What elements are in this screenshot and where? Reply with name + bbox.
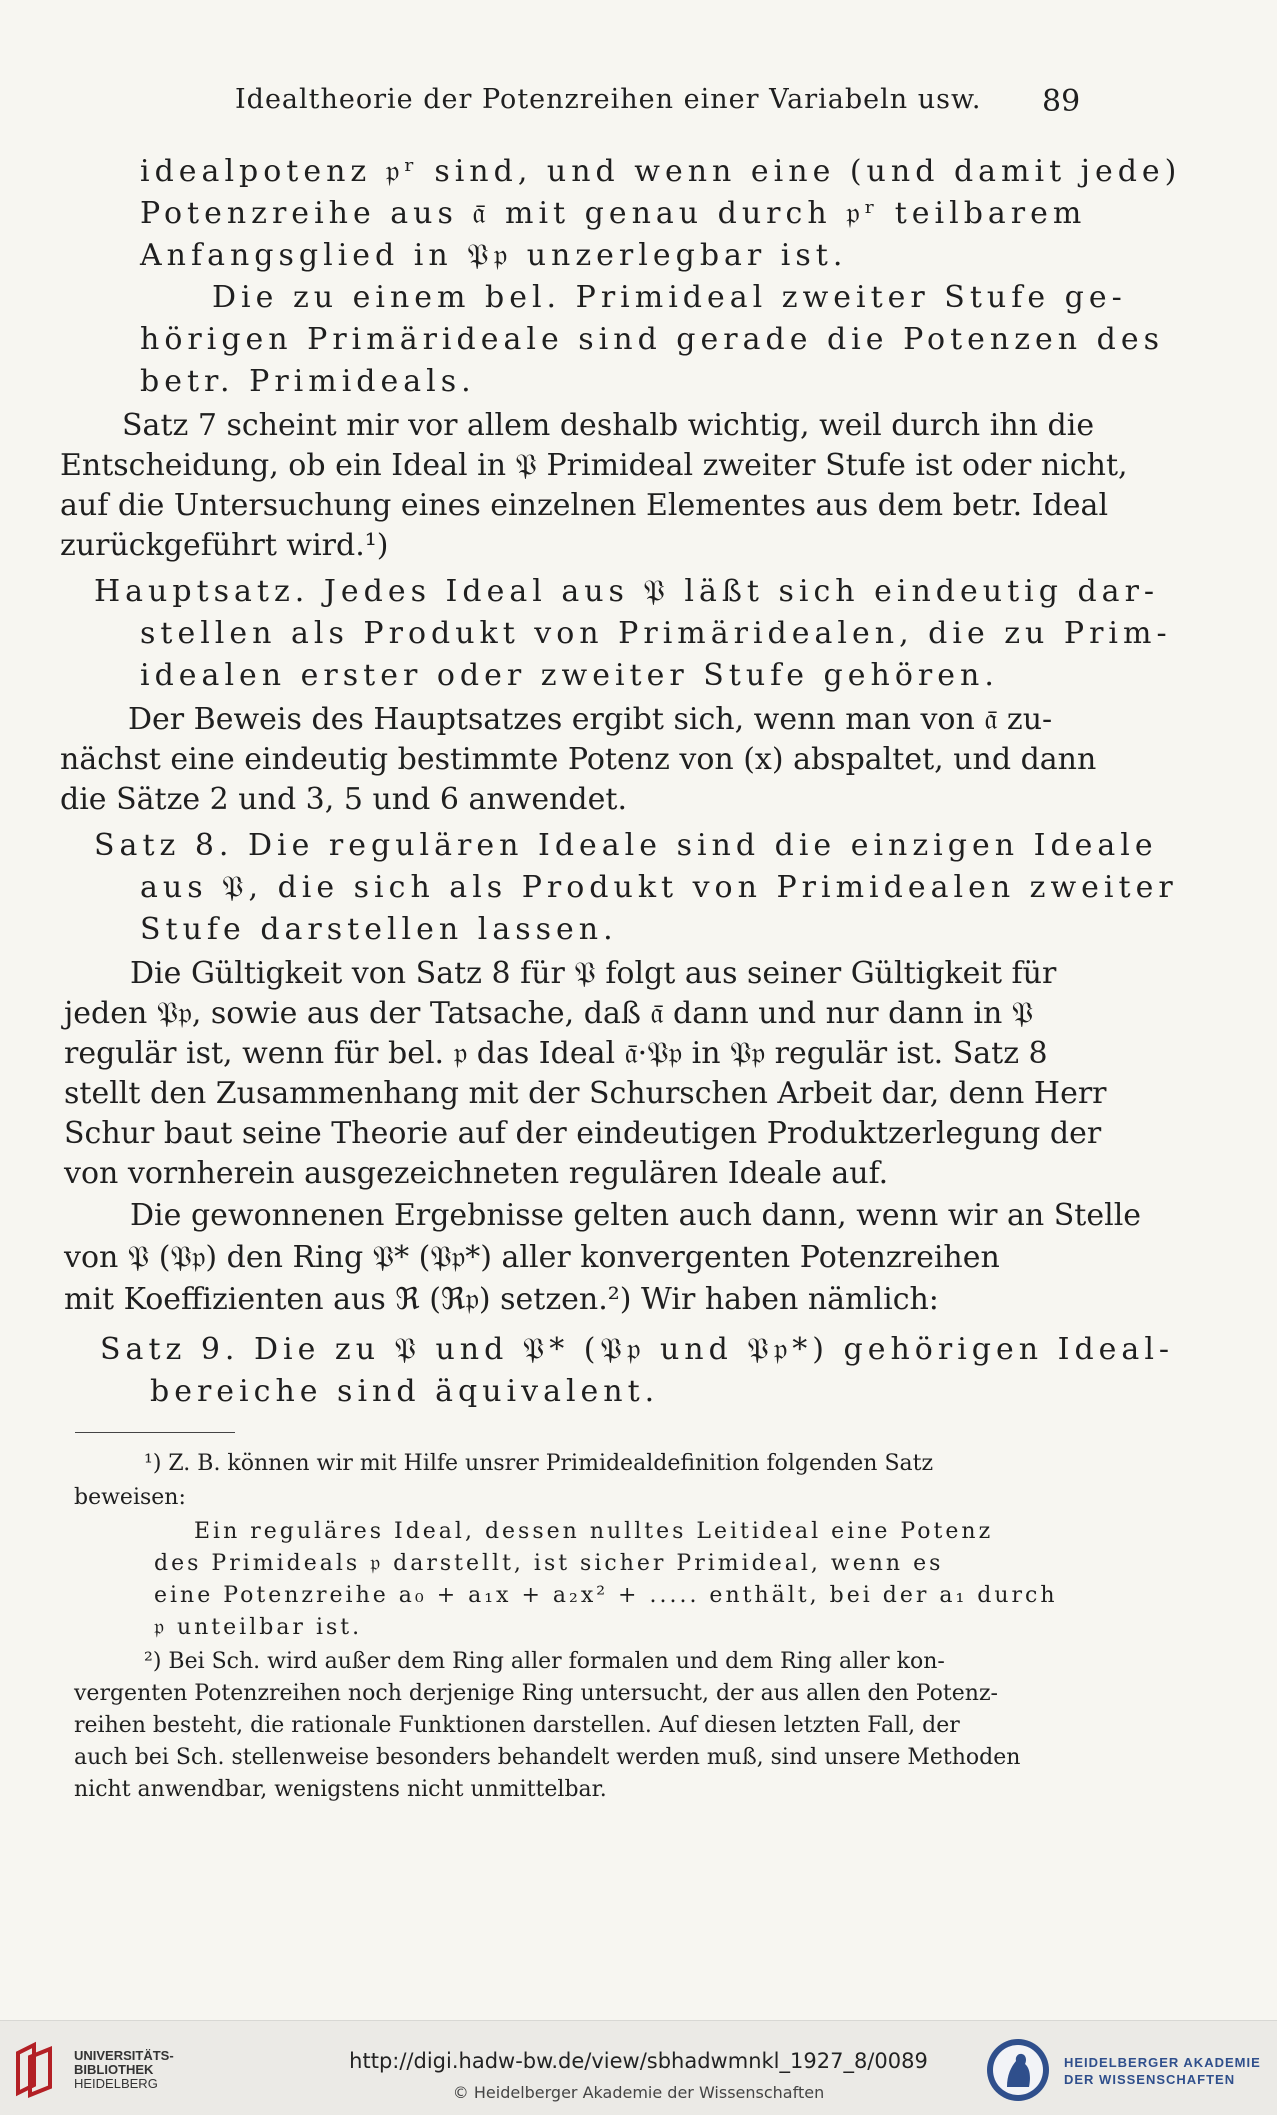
footnote-line: nicht anwendbar, wenigstens nicht unmittelbar. <box>74 1777 607 1802</box>
text-line: Potenzreihe aus 𝔞̄ mit genau durch 𝔭ʳ teilbarem <box>140 196 1087 231</box>
text-line: auf die Untersuchung eines einzelnen Elementes aus dem betr. Ideal <box>60 488 1109 523</box>
footnote-line: 𝔭 unteilbar ist. <box>154 1615 363 1640</box>
text-line: betr. Primideals. <box>140 364 476 399</box>
theorem-line: aus 𝔓, die sich als Produkt von Primidealen zweiter <box>140 870 1178 905</box>
copyright-notice: © Heidelberger Akademie der Wissenschaften <box>452 2083 825 2102</box>
theorem-line: Hauptsatz. Jedes Ideal aus 𝔓 läßt sich eindeutig dar- <box>94 574 1160 609</box>
text-line: von vornherein ausgezeichneten regulären Ideale auf. <box>64 1156 889 1191</box>
theorem-line: idealen erster oder zweiter Stufe gehören. <box>140 658 999 693</box>
text-line: nächst eine eindeutig bestimmte Potenz von (x) abspaltet, und dann <box>60 742 1097 777</box>
text-line: Die gewonnenen Ergebnisse gelten auch dann, wenn wir an Stelle <box>130 1198 1142 1233</box>
text-line: von 𝔓 (𝔓𝔭) den Ring 𝔓* (𝔓𝔭*) aller konvergenten Potenzreihen <box>64 1240 1000 1275</box>
footnote-line: eine Potenzreihe a₀ + a₁x + a₂x² + ..... enthält, bei der a₁ durch <box>154 1583 1058 1608</box>
footnote-line: reihen besteht, die rationale Funktionen darstellen. Auf diesen letzten Fall, der <box>74 1713 960 1738</box>
footnote-line: Ein reguläres Ideal, dessen nulltes Leitideal eine Potenz <box>194 1519 994 1544</box>
theorem-line: stellen als Produkt von Primäridealen, die zu Prim- <box>140 616 1172 651</box>
text-line: Anfangsglied in 𝔓𝔭 unzerlegbar ist. <box>140 238 848 273</box>
footnote-line: auch bei Sch. stellenweise besonders behandelt werden muß, sind unsere Methoden <box>74 1745 1021 1770</box>
text-line: Entscheidung, ob ein Ideal in 𝔓 Primideal zweiter Stufe ist oder nicht, <box>60 448 1128 483</box>
running-header: Idealtheorie der Potenzreihen einer Variabeln usw. <box>235 84 982 115</box>
text-line: Schur baut seine Theorie auf der eindeutigen Produktzerlegung der <box>64 1116 1102 1151</box>
theorem-line: Satz 9. Die zu 𝔓 und 𝔓* (𝔓𝔭 und 𝔓𝔭*) gehörigen Ideal- <box>100 1332 1175 1367</box>
text-line: zurückgeführt wird.¹) <box>60 528 389 563</box>
text-line: jeden 𝔓𝔭, sowie aus der Tatsache, daß 𝔞̄ dann und nur dann in 𝔓 <box>64 996 1034 1031</box>
footnote-divider <box>75 1432 235 1433</box>
text-line: Die Gültigkeit von Satz 8 für 𝔓 folgt aus seiner Gültigkeit für <box>130 956 1057 991</box>
text-line: regulär ist, wenn für bel. 𝔭 das Ideal 𝔞̄·𝔓𝔭 in 𝔓𝔭 regulär ist. Satz 8 <box>64 1036 1048 1071</box>
footnote-line: ¹) Z. B. können wir mit Hilfe unsrer Primidealdefinition folgenden Satz <box>144 1451 934 1476</box>
footnote-line: ²) Bei Sch. wird außer dem Ring aller formalen und dem Ring aller kon- <box>144 1649 945 1674</box>
text-line: die Sätze 2 und 3, 5 und 6 anwendet. <box>60 782 627 817</box>
footnote-line: des Primideals 𝔭 darstellt, ist sicher Primideal, wenn es <box>154 1551 944 1576</box>
text-line: Die zu einem bel. Primideal zweiter Stufe ge- <box>212 280 1127 315</box>
text-line: mit Koeffizienten aus ℜ (ℜ𝔭) setzen.²) Wir haben nämlich: <box>64 1282 939 1317</box>
text-line: hörigen Primärideale sind gerade die Potenzen des <box>140 322 1165 357</box>
page-number: 89 <box>1042 84 1081 119</box>
viewer-footer <box>0 2020 1277 2115</box>
library-name: UNIVERSITÄTS- BIBLIOTHEK HEIDELBERG <box>74 2048 174 2091</box>
footnote-line: beweisen: <box>74 1485 186 1510</box>
theorem-line: Satz 8. Die regulären Ideale sind die einzigen Ideale <box>94 828 1158 863</box>
text-line: stellt den Zusammenhang mit der Schurschen Arbeit dar, denn Herr <box>64 1076 1107 1111</box>
academy-name: HEIDELBERGER AKADEMIE DER WISSENSCHAFTEN <box>1064 2055 1261 2087</box>
academy-seal-icon[interactable] <box>985 2037 1051 2103</box>
footnote-line: vergenten Potenzreihen noch derjenige Ring untersucht, der aus allen den Potenz- <box>74 1681 998 1706</box>
text-line: Der Beweis des Hauptsatzes ergibt sich, wenn man von 𝔞̄ zu- <box>128 702 1053 737</box>
theorem-line: Stufe darstellen lassen. <box>140 912 618 947</box>
text-line: idealpotenz 𝔭ʳ sind, und wenn eine (und damit jede) <box>140 154 1182 189</box>
permalink-url[interactable]: http://digi.hadw-bw.de/view/sbhadwmnkl_1927_8/0089 <box>349 2049 928 2073</box>
theorem-line: bereiche sind äquivalent. <box>150 1374 660 1409</box>
text-line: Satz 7 scheint mir vor allem deshalb wichtig, weil durch ihn die <box>122 408 1095 443</box>
